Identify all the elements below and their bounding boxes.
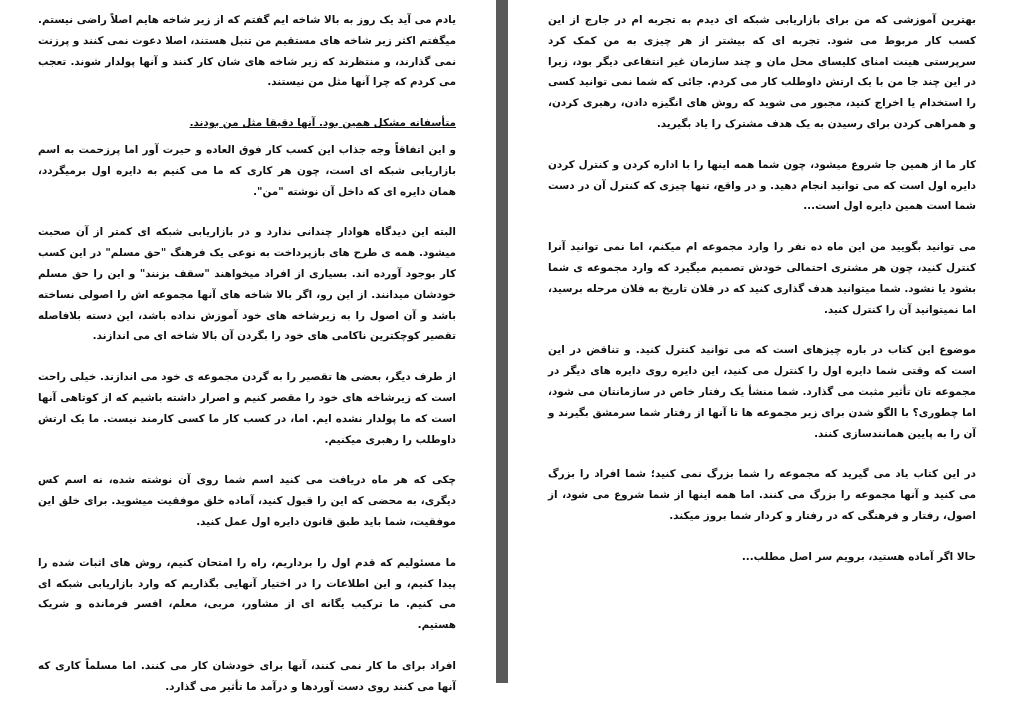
paragraph: و این اتفاقاً وجه جذاب این کسب کار فوق العاده و حیرت آور اما پرزحمت به اسم بازاریابی شبکه ای است، چون هر کاری که ما می کنیم به دایره اول برمیگردد، همان دایره ای که داخل آن نوشته "من".: [38, 143, 456, 198]
page-gutter: [496, 0, 508, 683]
paragraph: البته این دیدگاه هوادار چندانی ندارد و در بازاریابی شبکه ای کمتر از آن صحبت میشود. همه ی طرح های بازپرداخت به نوعی یک فرهنگ "حق مسلم" در این کسب کار بوجود آورده اند. بسیاری از افراد میخواهند "سقف بزنند" و این را حق مسلم خودشان میدانند. از این رو، اگر بالا شاخه های آنها مجموعه اش را اصولی نساخته باشد و آن اصول را به زیرشاخه های خود آموزش نداده باشد، این دسته بلافاصله تقصیر کوچکترین ناکامی های خود را بگردن آن بالا شاخه ای می اندازند.: [38, 226, 456, 343]
paragraph: در این کتاب یاد می گیرید که مجموعه را شما بزرگ نمی کنید؛ شما افراد را بزرگ می کنید و آنها مجموعه را بزرگ می کنند. اما همه اینها از شما شروع می شود، از اصول، رفتار و فرهنگی که در رفتار و کردار شما بروز میکند.: [548, 468, 976, 522]
paragraph: کار ما از همین جا شروع میشود، چون شما همه اینها را با اداره کردن و کنترل کردن دایره اول است که می توانید انجام دهید. و در واقع، تنها چیزی که کنترل آن در دست شما است همین دایره اول است...: [548, 158, 976, 213]
paragraph: حالا اگر آماده هستید، برویم سر اصل مطلب...: [741, 550, 976, 563]
paragraph: ما مسئولیم که قدم اول را برداریم، راه را امتحان کنیم، روش های اثبات شده را پیدا کنیم، و این اطلاعات را در اختیار آنهایی بگذاریم که وارد بازاریابی شبکه ای می کنیم. ما ترکیب یگانه ای از مشاور، مربی، معلم، افسر فرمانده و شریک هستیم.: [38, 556, 456, 632]
paragraph: بهترین آموزشی که من برای بازاریابی شبکه ای دیدم به تجربه ام در جارج از این کسب کار مربوط می شود. تجربه ای که بیشتر از هر چیزی به من کمک کرد سرپرستی هینت امنای کلیسای محل مان و چند سازمان غیر انتفاعی دیگر بود، زیرا در این چند جا من با یک ارتش داوطلب کار می کردم. جائی که شما نمی توانید کسی را استخدام یا اخراج کنید، مجبور می شوید که روش های انگیزه دادن، رهبری کردن، و همراهی کردن برای رسیدن به یک هدف مشترک را یاد بگیرید.: [548, 14, 976, 130]
paragraph: چکی که هر ماه دریافت می کنید اسم شما روی آن نوشته شده، نه اسم کس دیگری، به محضی که این را قبول کنید، آماده خلق موفقیت میشوید. برای خلق این موفقیت، شما باید طبق قانون دایره اول عمل کنید.: [38, 474, 456, 528]
underlined-statement: متأسفانه مشکل همین بود. آنها دقیقا مثل من بودند.: [189, 117, 456, 130]
right-page-text: [548, 10, 976, 588]
left-page-text: [38, 10, 456, 718]
paragraph: موضوع این کتاب در باره چیزهای است که می توانید کنترل کنید. و تناقض در این است که وقتی شما دایره اول را کنترل می کنید، این دایره روی دایره های دیگر در مجموعه تان تأثیر مثبت می گذارد. شما منشأ یک رفتار خاص در سازمانتان می شود، اما چطوری؟ با الگو شدن برای زیر مجموعه ها تا آنها از رفتار شما سرمشق بگیرند و آن را به پایین همانندسازی کنند.: [548, 344, 976, 440]
paragraph: می توانید بگویید من این ماه ده نفر را وارد مجموعه ام میکنم، اما نمی توانید آنرا کنترل کنید، چون هر مشتری احتمالی خودش تصمیم میگیرد که وارد مجموعه ی شما بشود یا نشود. شما میتوانید هدف گذاری کنید که در فلان تاریخ به فلان مرحله برسید، اما نمیتوانید آن را کنترل کنید.: [548, 241, 976, 316]
left-page: [0, 0, 496, 693]
paragraph: از طرف دیگر، بعضی ها تقصیر را به گردن مجموعه ی خود می اندازند. خیلی راحت است که زیرشاخه های خود را مقصر کنیم و اصرار داشته باشیم که از کوتاهی آنها است که ما پولدار نشده ایم. اما، در کسب کار ما کسی کارمند نیست. ما یک ارتش داوطلب را رهبری میکنیم.: [38, 371, 456, 446]
right-page: [508, 0, 1012, 683]
paragraph: یادم می آید یک روز به بالا شاخه ایم گفتم که از زیر شاخه هایم اصلاً راضی نیستم. میگفتم اکثر زیر شاخه های مستقیم من تنبل هستند، اصلا دعوت نمی کنند و پرزنت نمی گذارند، و منتظرند که زیر شاخه های شان کار کنند و آنها پولدار شوند. تعجب می کردم که چرا آنها مثل من نیستند.: [38, 14, 456, 89]
paragraph: افراد برای ما کار نمی کنند، آنها برای خودشان کار می کنند. اما مسلماً کاری که آنها می کنند روی دست آوردها و درآمد ما تأثیر می گذارد.: [38, 659, 456, 693]
